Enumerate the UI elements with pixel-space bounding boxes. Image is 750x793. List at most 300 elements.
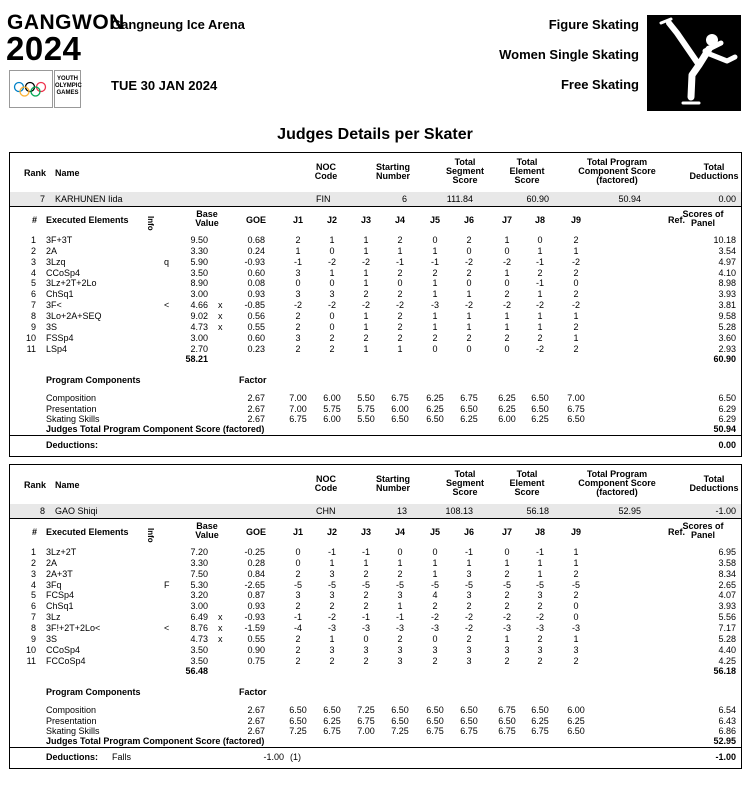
judge-score: -2: [571, 300, 580, 311]
element-number: 8: [30, 622, 36, 633]
component-judge-score: 6.25: [426, 403, 444, 414]
bonus-mark: x: [218, 310, 223, 321]
component-judge-score: 6.50: [567, 414, 585, 424]
judge-score: -2: [293, 300, 302, 311]
component-judge-score: 6.50: [567, 726, 585, 736]
base-value: 3.30: [190, 245, 208, 256]
name-header: Name: [55, 480, 80, 490]
component-name: Presentation: [46, 715, 97, 726]
judge-score: 1: [363, 557, 369, 568]
element-score: 5.56: [718, 612, 736, 623]
component-name: Presentation: [46, 403, 97, 414]
tss-header: Total Segment Score: [445, 157, 484, 185]
judge-score: 2: [295, 568, 301, 579]
component-judge-score: 6.75: [323, 726, 341, 736]
base-value: 4.66: [190, 300, 208, 311]
tss-value: 111.84: [446, 194, 473, 204]
judge-score: -5: [430, 579, 439, 590]
judge-score: 3: [466, 644, 472, 655]
base-value: 5.90: [190, 256, 208, 267]
element-number: 10: [25, 644, 36, 655]
judge-score: -3: [535, 622, 544, 633]
element-number: 7: [30, 300, 36, 311]
num-header: #: [32, 215, 38, 225]
base-value: 7.50: [190, 568, 208, 579]
rank-header: Rank: [24, 168, 47, 178]
pcs-header: Total Program Component Score (factored): [578, 157, 656, 185]
goe-value: -0.85: [244, 300, 265, 311]
element-number: 2: [30, 245, 36, 256]
judge-score: 0: [432, 633, 438, 644]
judge-score: 2: [363, 332, 369, 343]
judge-score: 3: [537, 590, 543, 601]
goe-value: 0.75: [247, 655, 265, 666]
element-score: 4.40: [718, 644, 736, 655]
element-code: 3Fq: [46, 579, 62, 590]
brand-line2: 2024: [6, 30, 82, 67]
component-judge-score: 6.75: [567, 403, 585, 414]
judge-score: 2: [504, 332, 510, 343]
component-factor: 2.67: [247, 715, 265, 726]
component-judge-score: 6.00: [323, 414, 341, 424]
judge-score: 0: [397, 547, 403, 557]
judge-score: 0: [329, 278, 335, 289]
judge-header: J4: [394, 215, 405, 225]
name-header: Name: [55, 168, 80, 178]
component-judge-score: 6.75: [357, 715, 375, 726]
judge-score: 0: [295, 547, 301, 557]
element-info: <: [164, 622, 170, 633]
judge-score: 1: [504, 235, 510, 245]
component-score: 6.54: [718, 705, 736, 715]
judge-score: 2: [573, 655, 579, 666]
judge-score: 2: [329, 655, 335, 666]
goe-value: 0.56: [247, 310, 265, 321]
goe-value: 0.28: [247, 557, 265, 568]
judge-score: 0: [504, 245, 510, 256]
bonus-mark: x: [218, 300, 223, 311]
judge-score: 2: [397, 332, 403, 343]
component-name: Skating Skills: [46, 726, 100, 736]
goe-value: -1.59: [244, 622, 265, 633]
judge-score: 2: [397, 321, 403, 332]
element-number: 8: [30, 310, 36, 321]
judge-score: 2: [432, 601, 438, 612]
judge-score: 2: [397, 235, 403, 245]
judge-score: 2: [537, 332, 543, 343]
scores-of-panel-header: Scores of Panel: [682, 521, 724, 540]
judge-score: 0: [295, 557, 301, 568]
judge-score: -2: [464, 612, 473, 623]
judge-score: 1: [363, 267, 369, 278]
judge-score: 3: [329, 590, 335, 601]
element-score: 5.28: [718, 321, 736, 332]
judge-score: 3: [466, 568, 472, 579]
goe-value: 0.08: [247, 278, 265, 289]
judge-score: 0: [573, 278, 579, 289]
element-code: 2A: [46, 245, 58, 256]
base-value-header: Base Value: [195, 209, 219, 228]
judge-header: J6: [463, 527, 474, 537]
component-judge-score: 7.00: [289, 393, 307, 403]
judge-score: 1: [432, 568, 438, 579]
num-header: #: [32, 527, 38, 537]
judge-score: 1: [363, 278, 369, 289]
judge-score: 2: [295, 321, 301, 332]
component-judge-score: 6.50: [289, 715, 307, 726]
elements-total: 60.90: [713, 354, 736, 365]
judge-score: 2: [295, 633, 301, 644]
pcs-value: 52.95: [618, 506, 641, 516]
judge-score: 2: [397, 568, 403, 579]
base-value: 8.76: [190, 622, 208, 633]
judge-score: 2: [363, 590, 369, 601]
judge-score: 1: [504, 267, 510, 278]
deduction-amount: -1.00: [263, 752, 284, 762]
component-judge-score: 5.75: [357, 403, 375, 414]
judge-score: 2: [504, 590, 510, 601]
component-judge-score: 7.25: [391, 726, 409, 736]
judge-score: 1: [363, 310, 369, 321]
element-number: 1: [30, 547, 36, 557]
judge-score: 1: [432, 321, 438, 332]
judge-score: -2: [327, 256, 336, 267]
element-number: 9: [30, 321, 36, 332]
element-number: 10: [25, 332, 36, 343]
judge-score: -1: [535, 278, 544, 289]
judge-score: 2: [397, 289, 403, 300]
judge-score: 2: [573, 235, 579, 245]
judge-header: J7: [501, 527, 512, 537]
base-value-total: 58.21: [185, 354, 208, 365]
element-score: 8.34: [718, 568, 736, 579]
component-name: Composition: [46, 393, 97, 403]
element-score: 3.54: [718, 245, 736, 256]
component-factor: 2.67: [247, 403, 265, 414]
judge-score: -3: [502, 622, 511, 633]
divider: [10, 206, 741, 207]
judge-score: 2: [504, 289, 510, 300]
judge-score: 3: [397, 655, 403, 666]
element-number: 5: [30, 590, 36, 601]
judge-score: 2: [504, 568, 510, 579]
judges-total-label: Judges Total Program Component Score (factored): [46, 424, 265, 434]
judge-score: -5: [395, 579, 404, 590]
judge-score: -1: [293, 256, 302, 267]
element-code: FSSp4: [46, 332, 74, 343]
segment: Free Skating: [560, 77, 639, 92]
goe-header: GOE: [245, 215, 266, 225]
component-judge-score: 6.75: [460, 393, 478, 403]
component-judge-score: 6.50: [289, 705, 307, 715]
judge-score: 2: [573, 267, 579, 278]
judge-score: 2: [329, 332, 335, 343]
element-code: FCCoSp4: [46, 655, 86, 666]
elements-total: 56.18: [713, 666, 736, 677]
rank-value: 8: [39, 506, 45, 516]
skater-name: GAO Shiqi: [55, 506, 98, 516]
component-judge-score: 6.75: [391, 393, 409, 403]
element-code: 2A: [46, 557, 58, 568]
judge-score: 2: [432, 267, 438, 278]
page-title: Judges Details per Skater: [277, 126, 473, 143]
judge-score: 0: [537, 235, 543, 245]
judge-header: J5: [429, 527, 440, 537]
element-score: 4.07: [718, 590, 736, 601]
judge-score: 2: [432, 332, 438, 343]
goe-value: 0.60: [247, 332, 265, 343]
judge-score: 0: [466, 245, 472, 256]
judge-score: 2: [397, 310, 403, 321]
component-factor: 2.67: [247, 414, 265, 424]
base-value: 6.49: [190, 612, 208, 623]
deductions-value: 0.00: [718, 194, 736, 204]
element-number: 3: [30, 256, 36, 267]
judge-score: -2: [464, 300, 473, 311]
event-name: Women Single Skating: [499, 47, 639, 62]
judge-score: -5: [502, 579, 511, 590]
element-number: 9: [30, 633, 36, 644]
goe-value: -0.25: [244, 547, 265, 557]
judge-score: 3: [329, 289, 335, 300]
tes-header: Total Element Score: [509, 157, 545, 185]
element-number: 6: [30, 289, 36, 300]
noc-header: NOC Code: [314, 474, 338, 493]
judge-score: 1: [363, 321, 369, 332]
judge-score: 3: [432, 644, 438, 655]
component-judge-score: 6.25: [323, 715, 341, 726]
component-judge-score: 6.25: [531, 715, 549, 726]
judge-score: 3: [466, 590, 472, 601]
element-code: 3S: [46, 633, 58, 644]
element-score: 3.58: [718, 557, 736, 568]
judge-score: 1: [537, 310, 543, 321]
goe-value: 0.93: [247, 601, 265, 612]
judge-score: 2: [329, 601, 335, 612]
judge-score: 4: [432, 590, 438, 601]
judge-score: 1: [363, 245, 369, 256]
base-value: 2.70: [190, 343, 208, 354]
judge-score: 2: [397, 633, 403, 644]
judge-score: 2: [537, 633, 543, 644]
judge-score: 1: [363, 235, 369, 245]
component-judge-score: 6.50: [323, 705, 341, 715]
goe-header: GOE: [245, 527, 266, 537]
component-judge-score: 7.00: [567, 393, 585, 403]
goe-value: 0.55: [247, 633, 265, 644]
base-value: 3.30: [190, 557, 208, 568]
judge-score: 1: [466, 321, 472, 332]
base-value: 9.50: [190, 235, 208, 245]
element-score: 6.95: [718, 547, 736, 557]
judge-score: 1: [397, 601, 403, 612]
element-code: 3Lz: [46, 612, 61, 623]
component-judge-score: 7.00: [289, 403, 307, 414]
judge-score: -2: [430, 612, 439, 623]
component-judge-score: 6.75: [498, 705, 516, 715]
judge-score: 0: [573, 612, 579, 623]
judge-score: -5: [464, 579, 473, 590]
base-value: 8.90: [190, 278, 208, 289]
judge-score: 2: [504, 601, 510, 612]
judge-score: 3: [397, 644, 403, 655]
deductions-header: Total Deductions: [689, 474, 739, 493]
factor-header: Factor: [239, 375, 267, 385]
component-judge-score: 5.50: [357, 393, 375, 403]
element-number: 2: [30, 557, 36, 568]
judge-score: -2: [327, 300, 336, 311]
judge-score: 0: [504, 343, 510, 354]
judge-score: -2: [395, 300, 404, 311]
component-judge-score: 6.75: [460, 726, 478, 736]
skater-block: [9, 152, 742, 457]
judge-score: 1: [397, 343, 403, 354]
judge-score: 1: [329, 235, 335, 245]
element-code: 3S: [46, 321, 58, 332]
judge-score: -2: [502, 612, 511, 623]
goe-value: -2.65: [244, 579, 265, 590]
judge-score: 1: [573, 310, 579, 321]
component-judge-score: 6.50: [391, 715, 409, 726]
judge-score: -2: [535, 300, 544, 311]
component-score: 6.29: [718, 414, 736, 424]
judge-score: 1: [504, 633, 510, 644]
judge-score: 1: [537, 568, 543, 579]
judge-score: 2: [295, 343, 301, 354]
judge-score: 0: [329, 245, 335, 256]
judge-header: J4: [394, 527, 405, 537]
judge-header: J8: [534, 215, 545, 225]
yog-logo: [9, 70, 81, 108]
element-score: 4.10: [718, 267, 736, 278]
judge-score: 0: [504, 278, 510, 289]
tss-header: Total Segment Score: [445, 469, 484, 497]
judge-score: 0: [397, 278, 403, 289]
judge-score: 3: [537, 644, 543, 655]
judge-header: J8: [534, 527, 545, 537]
judge-score: -3: [571, 622, 580, 633]
discipline: Figure Skating: [548, 17, 639, 32]
element-code: 3F+3T: [46, 235, 73, 245]
judge-score: -1: [464, 547, 473, 557]
judge-score: 1: [573, 245, 579, 256]
judge-score: 1: [573, 557, 579, 568]
element-code: 3Lzq: [46, 256, 66, 267]
component-name: Skating Skills: [46, 414, 100, 424]
element-score: 4.97: [718, 256, 736, 267]
judge-score: -1: [293, 612, 302, 623]
element-number: 4: [30, 579, 36, 590]
skater-block: [9, 464, 742, 769]
judge-score: 1: [329, 557, 335, 568]
judge-score: 3: [504, 644, 510, 655]
element-score: 3.81: [718, 300, 736, 311]
element-score: 8.98: [718, 278, 736, 289]
noc-header: NOC Code: [314, 162, 338, 181]
element-score: 3.93: [718, 289, 736, 300]
goe-value: -0.93: [244, 612, 265, 623]
component-judge-score: 6.50: [531, 403, 549, 414]
judge-score: 2: [573, 568, 579, 579]
judge-score: 3: [295, 289, 301, 300]
base-value: 9.02: [190, 310, 208, 321]
judge-score: -3: [361, 622, 370, 633]
element-score: 2.65: [718, 579, 736, 590]
bonus-mark: x: [218, 633, 223, 644]
bonus-mark: x: [218, 612, 223, 623]
judge-score: -1: [535, 256, 544, 267]
skater-name: KARHUNEN Iida: [55, 194, 123, 204]
base-value: 3.50: [190, 655, 208, 666]
base-value-header: Base Value: [195, 521, 219, 540]
element-number: 11: [26, 655, 36, 666]
judge-score: 0: [504, 547, 510, 557]
element-score: 2.93: [718, 343, 736, 354]
component-judge-score: 6.50: [391, 705, 409, 715]
component-judge-score: 6.75: [426, 726, 444, 736]
venue: Gangneung Ice Arena: [111, 17, 245, 32]
component-score: 6.43: [718, 715, 736, 726]
judge-score: -2: [502, 300, 511, 311]
goe-value: 0.68: [247, 235, 265, 245]
element-code: 3Lo+2A+SEQ: [46, 310, 102, 321]
judge-score: -2: [327, 612, 336, 623]
judge-score: 1: [397, 557, 403, 568]
element-info: F: [164, 579, 170, 590]
brand-line1: GANGWON: [7, 11, 125, 34]
component-judge-score: 6.50: [531, 705, 549, 715]
component-judge-score: 6.00: [391, 403, 409, 414]
goe-value: 0.55: [247, 321, 265, 332]
element-code: ChSq1: [46, 289, 74, 300]
judge-score: 1: [573, 332, 579, 343]
judge-header: J5: [429, 215, 440, 225]
judge-score: 2: [363, 568, 369, 579]
divider: [10, 435, 741, 436]
base-value: 4.73: [190, 633, 208, 644]
scores-of-panel-header: Scores of Panel: [682, 209, 724, 228]
element-number: 1: [30, 235, 36, 245]
component-judge-score: 6.00: [498, 414, 516, 424]
program-components-header: Program Components: [46, 687, 141, 697]
judge-score: 2: [295, 235, 301, 245]
deductions-label: Deductions:: [46, 440, 99, 450]
bonus-mark: x: [218, 622, 223, 633]
judge-score: 3: [329, 644, 335, 655]
judge-score: 2: [466, 235, 472, 245]
figure-skating-pictogram-icon: [647, 15, 741, 111]
component-judge-score: 7.00: [357, 726, 375, 736]
component-name: Composition: [46, 705, 97, 715]
judge-score: 1: [537, 289, 543, 300]
judge-score: 0: [466, 343, 472, 354]
component-factor: 2.67: [247, 393, 265, 403]
judge-score: -1: [535, 547, 544, 557]
program-components-header: Program Components: [46, 375, 141, 385]
judge-score: -2: [535, 612, 544, 623]
elements-header: Executed Elements: [46, 215, 129, 225]
component-score: 6.50: [718, 393, 736, 403]
judge-score: 1: [537, 557, 543, 568]
pcs-header: Total Program Component Score (factored): [578, 469, 656, 497]
deductions-total: 0.00: [718, 440, 736, 450]
judge-score: 2: [397, 267, 403, 278]
element-score: 9.58: [718, 310, 736, 321]
base-value: 4.73: [190, 321, 208, 332]
judge-score: 2: [504, 655, 510, 666]
element-code: LSp4: [46, 343, 68, 354]
element-code: FCSp4: [46, 590, 75, 601]
